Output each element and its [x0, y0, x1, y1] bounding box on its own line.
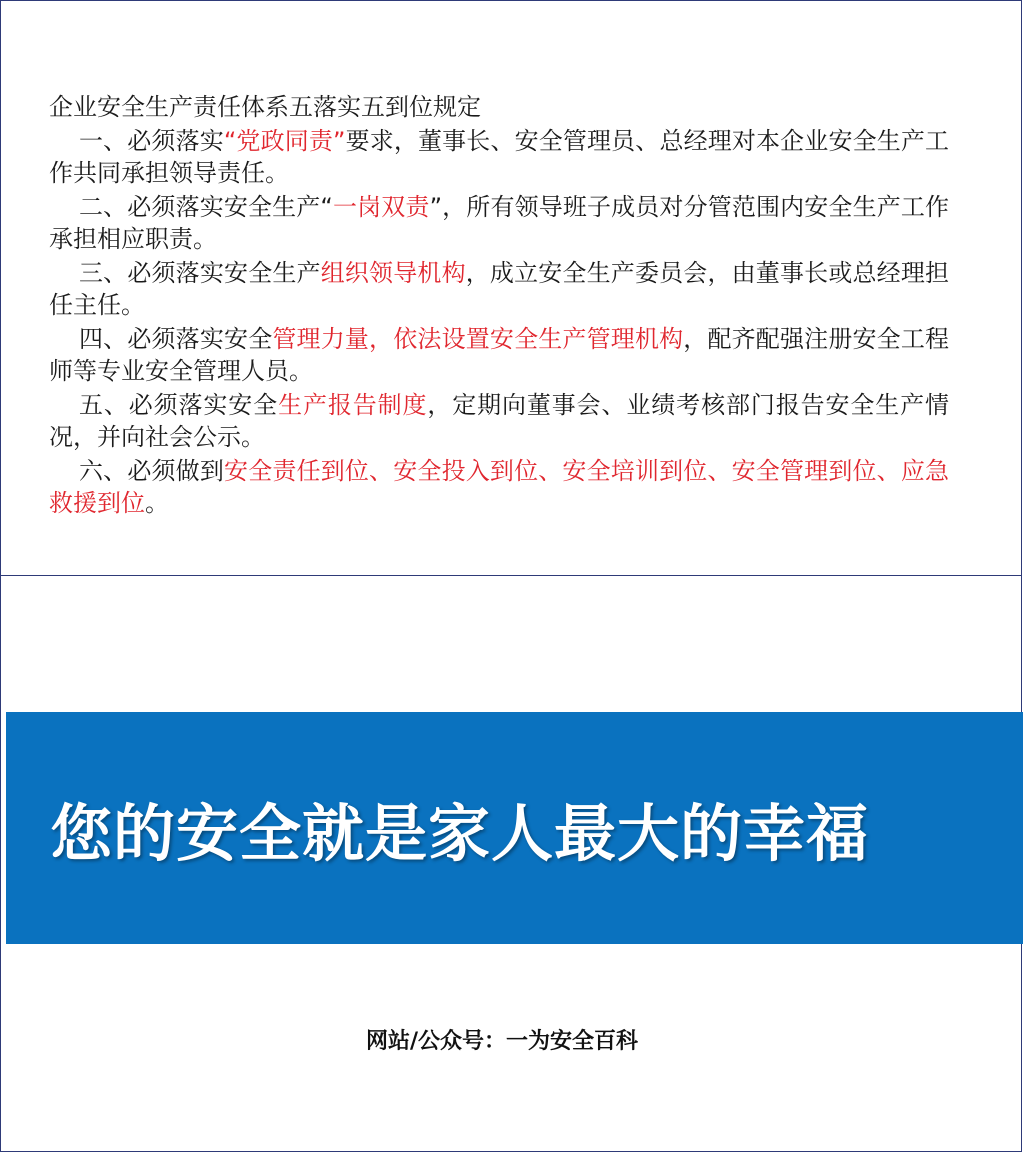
- clause-highlight: 一岗双责: [332, 193, 430, 221]
- clause-text: ，成立安全生产委员会，由董事长或总经理担任主任。: [49, 259, 950, 319]
- clause-text: 三、必须落实安全生产: [79, 259, 321, 287]
- clause-text: 要求，董事长、安全管理员、总经理对本企业安全生产工作共同承担领导责任。: [49, 127, 950, 187]
- clause-3: [49, 257, 949, 321]
- clause-6: [49, 455, 949, 519]
- regulation-document: [49, 91, 949, 521]
- clause-highlight: “党政同责”: [223, 127, 346, 155]
- clause-text: ，配齐配强注册安全工程师等专业安全管理人员。: [49, 325, 950, 385]
- clause-text: 六、必须做到: [79, 457, 225, 485]
- clause-text: ，定期向董事会、业绩考核部门报告安全生产情况，并向社会公示。: [49, 391, 950, 451]
- clause-text: ”，所有领导班子成员对分管范围内安全生产工作承担相应职责。: [49, 193, 949, 253]
- clause-2: [49, 191, 949, 255]
- clause-text: 二、必须落实安全生产“: [79, 193, 333, 221]
- slogan-text: 您的安全就是家人最大的幸福: [49, 796, 869, 870]
- clause-highlight: 生产报告制度: [278, 391, 428, 419]
- clause-4: [49, 323, 949, 387]
- document-title: 企业安全生产责任体系五落实五到位规定: [49, 93, 481, 121]
- clause-text: 五、必须落实安全: [79, 391, 279, 419]
- slogan-slide: [0, 576, 1022, 1152]
- footer-source: 网站/公众号：一为安全百科: [365, 1029, 639, 1054]
- clause-text: 。: [145, 489, 169, 517]
- document-slide: [0, 0, 1022, 576]
- clause-text: 一、必须落实: [79, 127, 224, 155]
- clause-1: [49, 125, 949, 189]
- clause-highlight: 管理力量，依法设置安全生产管理机构: [272, 325, 684, 353]
- clause-text: 四、必须落实安全: [79, 325, 273, 353]
- slogan-banner: [6, 712, 1023, 944]
- clause-5: [49, 389, 949, 453]
- clause-highlight: 安全责任到位、安全投入到位、安全培训到位、安全管理到位、应急救援到位: [49, 457, 950, 517]
- clause-highlight: 组织领导机构: [320, 259, 466, 287]
